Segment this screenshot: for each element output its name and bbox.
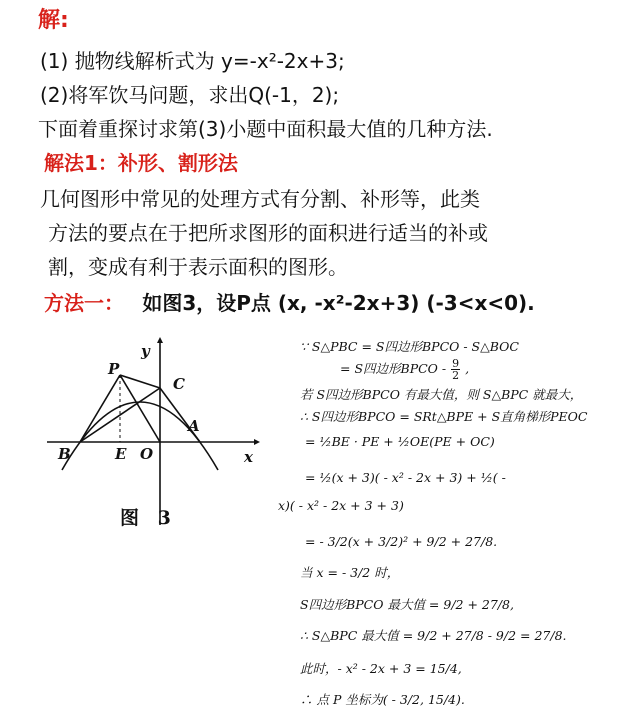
work-line-5: = ½BE · PE + ½OE(PE + OC) <box>305 434 495 449</box>
method-desc-1: 几何图形中常见的处理方式有分割、补形等，此类 <box>40 187 480 211</box>
step-2-text: (2)将军饮马问题，求出Q(-1，2); <box>40 83 340 107</box>
segment-BP <box>80 375 120 442</box>
solution-heading: 解: <box>38 8 69 33</box>
work-fraction: $\frac{9}{2}$ <box>452 357 460 382</box>
method-title: 解法1：补形、割形法 <box>44 151 238 175</box>
segment-BC <box>80 388 160 442</box>
x-axis-arrow <box>254 439 260 445</box>
method-desc-3: 割，变成有利于表示面积的图形。 <box>48 255 348 279</box>
step-1-text: (1) 抛物线解析式为 y=-x²-2x+3; <box>40 49 345 73</box>
work-line-2-a: = S四边形BPCO - <box>340 361 447 376</box>
label-O: O <box>140 445 154 463</box>
work-line-9: 当 x = - 3/2 时， <box>300 565 400 580</box>
y-axis-arrow <box>157 337 163 343</box>
label-A: A <box>188 417 200 435</box>
work-line-12: 此时，- x² - 2x + 3 = 15/4, <box>300 661 462 676</box>
work-line-2 <box>340 358 469 381</box>
work-line-4: ∴ S四边形BPCO = SRt△BPE + S直角梯形PEOC <box>300 409 588 424</box>
work-line-3: 若 S四边形BPCO 有最大值，则 S△BPC 就最大， <box>300 387 583 402</box>
intro-text: 下面着重探讨求第(3)小题中面积最大值的几种方法. <box>38 117 493 141</box>
work-line-13: ∴ 点 P 坐标为( - 3/2, 15/4). <box>300 692 465 707</box>
label-y: y <box>141 342 150 360</box>
method-one-text: 如图3，设P点 (x, -x²-2x+3) (-3<x<0). <box>142 291 535 315</box>
label-x: x <box>244 448 253 466</box>
label-P: P <box>108 360 120 378</box>
method-one-label: 方法一： <box>44 291 124 315</box>
work-line-1: ∵ S△PBC = S四边形BPCO - S△BOC <box>300 339 519 354</box>
work-line-8: = - 3/2(x + 3/2)² + 9/2 + 27/8. <box>305 534 498 549</box>
work-line-7: x)( - x² - 2x + 3 + 3) <box>278 498 404 513</box>
label-C: C <box>173 375 185 393</box>
work-line-6: = ½(x + 3)( - x² - 2x + 3) + ½( - <box>305 470 506 485</box>
method-desc-2: 方法的要点在于把所求图形的面积进行适当的补或 <box>48 221 488 245</box>
work-line-11: ∴ S△BPC 最大值 = 9/2 + 27/8 - 9/2 = 27/8. <box>300 628 567 643</box>
label-E: E <box>115 445 127 463</box>
figure-caption: 图 3 <box>120 507 177 529</box>
segment-PO <box>120 375 160 442</box>
label-B: B <box>58 445 71 463</box>
work-line-10: S四边形BPCO 最大值 = 9/2 + 27/8, <box>300 597 514 612</box>
method-one-line <box>44 290 535 316</box>
work-line-2-b: , <box>465 361 470 376</box>
